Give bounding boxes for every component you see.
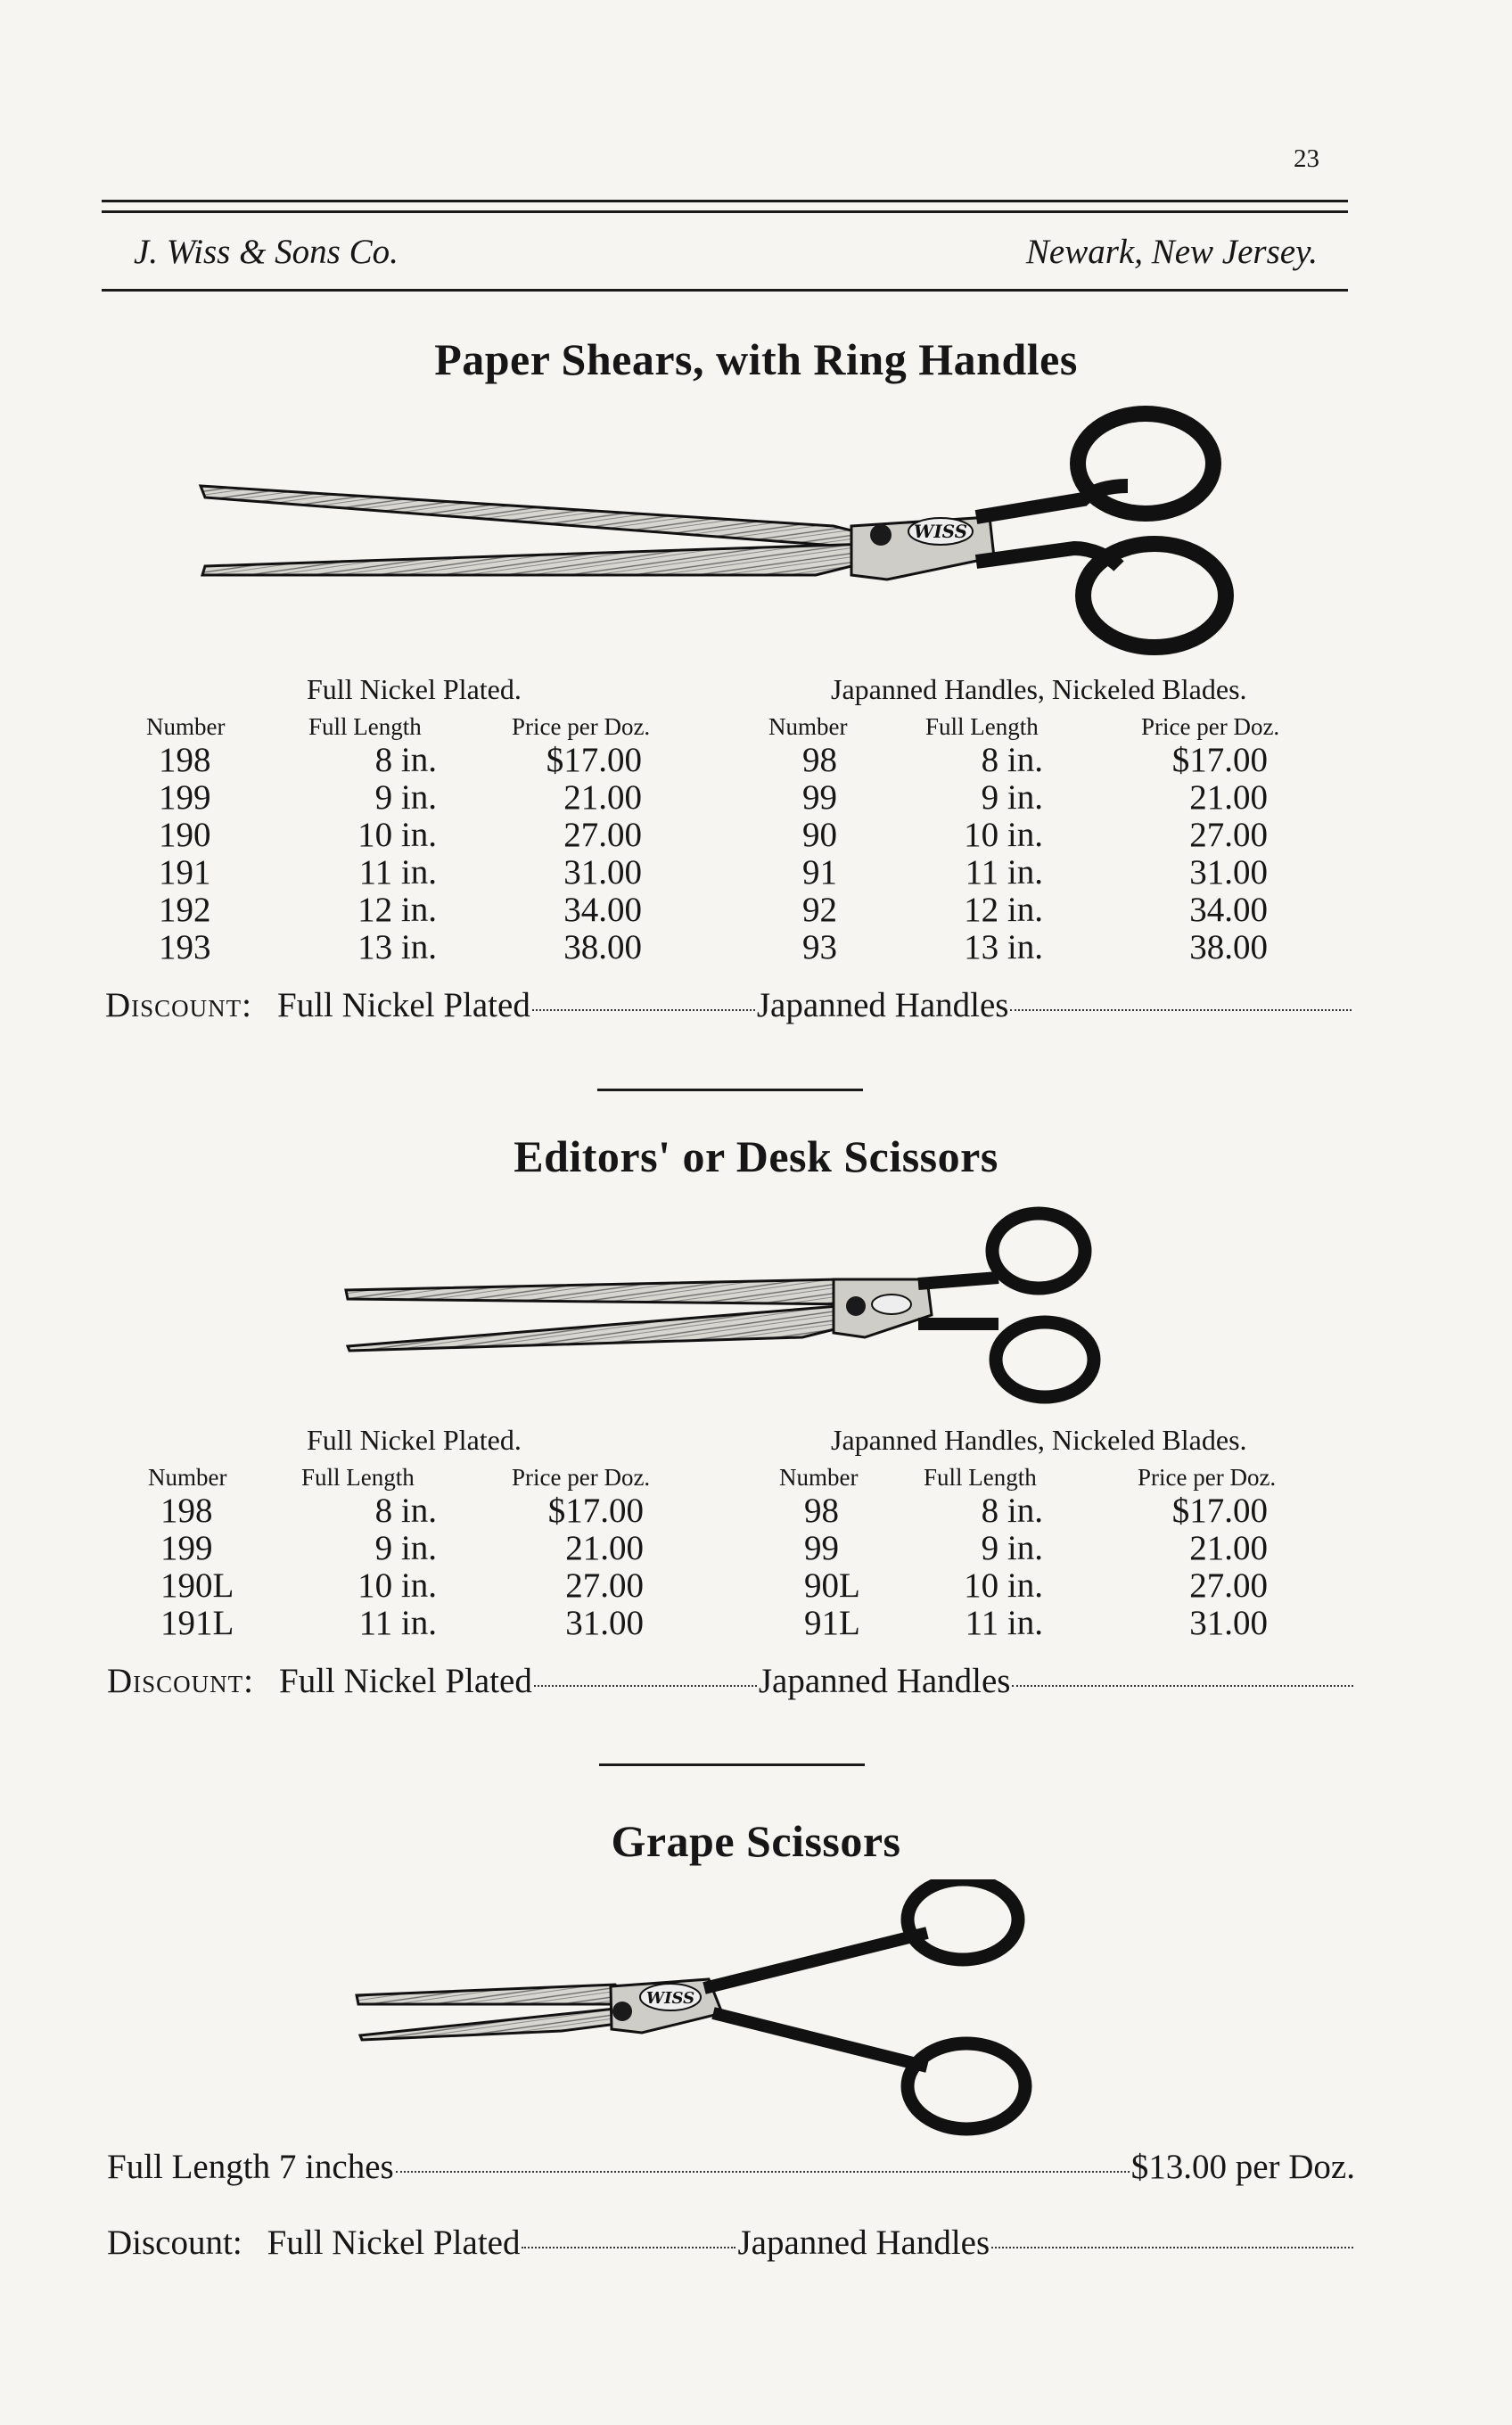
discount-full-nickel: Full Nickel Plated	[279, 1662, 532, 1700]
table-cell-length: 9 in.	[981, 778, 1043, 817]
price-leader	[396, 2171, 1130, 2173]
table-cell-length: 12 in.	[357, 891, 437, 929]
discount-leader	[1012, 1685, 1353, 1687]
editors-left-group-heading: Full Nickel Plated.	[307, 1424, 522, 1456]
col-head-number: Number	[779, 1464, 859, 1491]
table-cell-number: 98	[802, 741, 837, 779]
table-cell-length: 11 in.	[358, 853, 437, 892]
section-divider	[597, 1089, 863, 1091]
page-header	[134, 232, 1318, 272]
table-cell-length: 10 in.	[964, 816, 1043, 854]
table-cell-price: 34.00	[1189, 891, 1268, 929]
section-title-grape-scissors: Grape Scissors	[611, 1816, 901, 1866]
section-title-editors-scissors: Editors' or Desk Scissors	[514, 1131, 998, 1181]
discount-leader	[1010, 1009, 1352, 1011]
company-location: Newark, New Jersey.	[1025, 233, 1318, 271]
table-cell-number: 198	[159, 741, 211, 779]
table-cell-price: 27.00	[1189, 1566, 1268, 1605]
table-cell-number: 90	[802, 816, 837, 854]
table-cell-price: $17.00	[547, 1492, 644, 1530]
discount-japanned: Japanned Handles	[756, 986, 1009, 1024]
header-rule-top	[102, 200, 1348, 202]
table-cell-number: 192	[159, 891, 211, 929]
table-cell-number: 191L	[160, 1604, 234, 1642]
table-cell-length: 11 in.	[965, 1604, 1043, 1642]
table-cell-number: 98	[804, 1492, 839, 1530]
paper-shears-illustration	[192, 401, 1261, 660]
discount-leader	[532, 1009, 755, 1011]
col-head-number: Number	[148, 1464, 227, 1491]
paper-shears-discount-line	[105, 985, 1353, 1025]
table-cell-price: 21.00	[565, 1529, 644, 1567]
table-cell-number: 190L	[160, 1566, 234, 1605]
table-cell-length: 11 in.	[965, 853, 1043, 892]
table-cell-price: 38.00	[563, 928, 642, 966]
table-cell-length: 8 in.	[981, 1492, 1043, 1530]
grape-discount-line	[107, 2223, 1355, 2263]
table-cell-length: 9 in.	[374, 778, 437, 817]
discount-leader	[534, 1685, 757, 1687]
table-cell-price: 21.00	[1189, 1529, 1268, 1567]
table-cell-length: 11 in.	[358, 1604, 437, 1642]
col-head-price: Price per Doz.	[512, 713, 651, 740]
page-number: 23	[1294, 144, 1319, 173]
header-rule-bottom	[102, 289, 1348, 292]
table-cell-number: 191	[159, 853, 211, 892]
grape-full-length: Full Length 7 inches	[107, 2148, 394, 2186]
table-cell-length: 9 in.	[374, 1529, 437, 1567]
table-cell-length: 8 in.	[374, 741, 437, 779]
grape-price-line	[107, 2147, 1355, 2187]
table-cell-length: 10 in.	[964, 1566, 1043, 1605]
discount-leader	[522, 2247, 735, 2248]
table-cell-number: 198	[160, 1492, 213, 1530]
section-divider	[599, 1763, 865, 1766]
col-head-full-length: Full Length	[924, 1464, 1037, 1491]
table-cell-price: 34.00	[563, 891, 642, 929]
discount-label: Discount:	[105, 986, 253, 1024]
table-cell-number: 93	[802, 928, 837, 966]
table-cell-length: 8 in.	[981, 741, 1043, 779]
table-cell-price: 21.00	[1189, 778, 1268, 817]
table-cell-length: 13 in.	[357, 928, 437, 966]
table-cell-length: 8 in.	[374, 1492, 437, 1530]
table-cell-length: 10 in.	[357, 816, 437, 854]
discount-label: Discount:	[107, 1662, 255, 1700]
table-cell-number: 99	[804, 1529, 839, 1567]
grape-scissors-illustration	[348, 1879, 1132, 2138]
table-cell-number: 193	[159, 928, 211, 966]
wiss-stamp: WISS	[913, 521, 968, 542]
col-head-price: Price per Doz.	[1141, 713, 1280, 740]
table-cell-number: 199	[159, 778, 211, 817]
table-cell-price: 27.00	[1189, 816, 1268, 854]
table-cell-price: 38.00	[1189, 928, 1268, 966]
col-head-full-length: Full Length	[308, 713, 422, 740]
table-cell-price: $17.00	[1171, 1492, 1268, 1530]
col-head-full-length: Full Length	[925, 713, 1039, 740]
table-cell-price: 31.00	[1189, 853, 1268, 892]
table-cell-price: 27.00	[563, 816, 642, 854]
table-cell-price: $17.00	[1171, 741, 1268, 779]
table-cell-length: 12 in.	[964, 891, 1043, 929]
table-cell-number: 91	[802, 853, 837, 892]
col-head-price: Price per Doz.	[512, 1464, 651, 1491]
table-cell-number: 90L	[804, 1566, 860, 1605]
discount-japanned: Japanned Handles	[737, 2224, 990, 2262]
col-head-number: Number	[768, 713, 848, 740]
editors-right-group-heading: Japanned Handles, Nickeled Blades.	[831, 1424, 1247, 1456]
table-cell-price: 31.00	[565, 1604, 644, 1642]
discount-label: Discount:	[107, 2224, 242, 2262]
company-name: J. Wiss & Sons Co.	[134, 233, 399, 271]
table-cell-length: 10 in.	[357, 1566, 437, 1605]
table-cell-price: 31.00	[1189, 1604, 1268, 1642]
table-cell-length: 9 in.	[981, 1529, 1043, 1567]
table-cell-price: 21.00	[563, 778, 642, 817]
table-cell-price: 31.00	[563, 853, 642, 892]
table-cell-number: 92	[802, 891, 837, 929]
col-head-price: Price per Doz.	[1138, 1464, 1277, 1491]
discount-leader	[991, 2247, 1353, 2248]
editors-discount-line	[107, 1661, 1355, 1701]
col-head-number: Number	[146, 713, 226, 740]
table-cell-price: 27.00	[565, 1566, 644, 1605]
paper-shears-left-group-heading: Full Nickel Plated.	[307, 673, 522, 705]
discount-full-nickel: Full Nickel Plated	[267, 2224, 521, 2262]
table-cell-number: 190	[159, 816, 211, 854]
grape-price: $13.00 per Doz.	[1130, 2148, 1355, 2186]
table-cell-price: $17.00	[546, 741, 642, 779]
col-head-full-length: Full Length	[301, 1464, 415, 1491]
table-cell-number: 199	[160, 1529, 213, 1567]
table-cell-number: 99	[802, 778, 837, 817]
discount-full-nickel: Full Nickel Plated	[277, 986, 530, 1024]
discount-japanned: Japanned Handles	[758, 1662, 1011, 1700]
section-title-paper-shears: Paper Shears, with Ring Handles	[434, 334, 1078, 384]
header-rule-top-inner	[102, 210, 1348, 213]
table-cell-number: 91L	[804, 1604, 860, 1642]
editors-scissors-illustration	[339, 1199, 1141, 1404]
wiss-stamp: WISS	[645, 1989, 695, 2008]
paper-shears-right-group-heading: Japanned Handles, Nickeled Blades.	[831, 673, 1247, 705]
table-cell-length: 13 in.	[964, 928, 1043, 966]
